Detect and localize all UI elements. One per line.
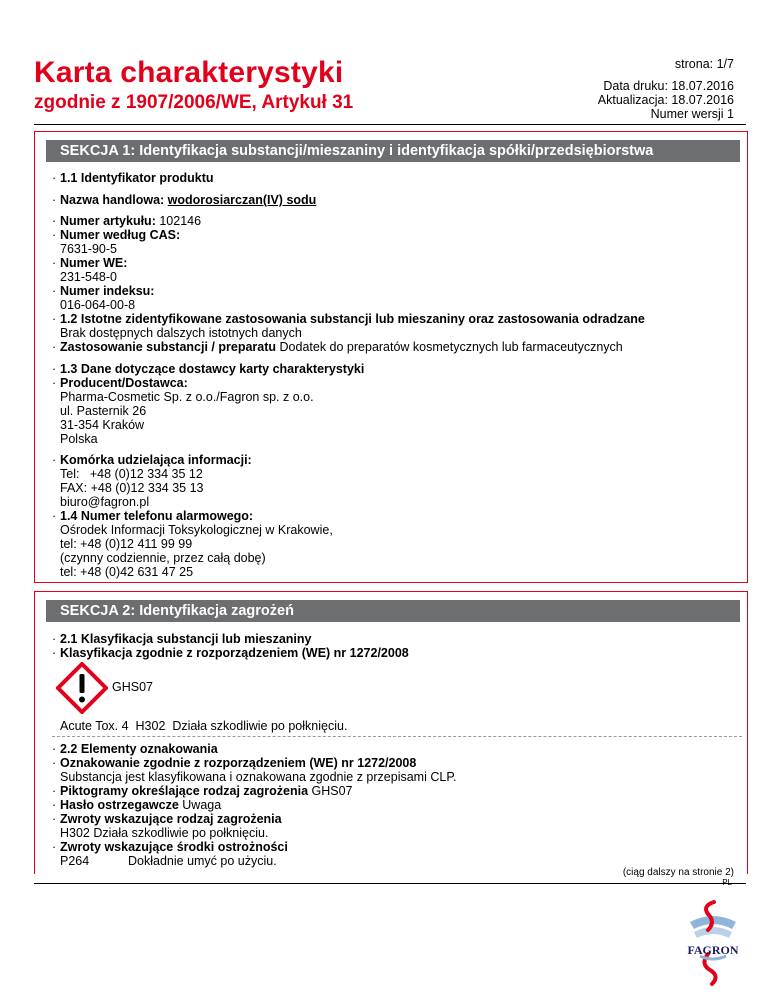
s2-precaution-label: · Zwroty wskazujące środki ostrożności [52, 840, 288, 854]
s1-product-identifier: · 1.1 Identyfikator produktu [52, 171, 214, 185]
s2-acute-tox: Acute Tox. 4 H302 Działa szkodliwie po połknięciu. [60, 719, 348, 733]
s2-hazard-value: H302 Działa szkodliwie po połknięciu. [60, 826, 269, 840]
s1-index-label: · Numer indeksu: [52, 284, 155, 298]
footer-divider [34, 883, 746, 884]
s2-label-elements: · 2.2 Elementy oznakowania [52, 742, 218, 756]
language-code: PL [722, 878, 732, 887]
header-divider [34, 124, 746, 125]
page-number: strona: 1/7 [674, 57, 734, 71]
s2-ghs-code: GHS07 [112, 680, 153, 694]
s1-trade-name: · Nazwa handlowa: wodorosiarczan(IV) sodu [52, 193, 317, 207]
s1-info-label: · Komórka udzielająca informacji: [52, 453, 252, 467]
s1-application: · Zastosowanie substancji / preparatu Dodatek do preparatów kosmetycznych lub farmaceutycznych [52, 340, 623, 354]
s1-emergency-center: Ośrodek Informacji Toksykologicznej w Krakowie, [60, 523, 333, 537]
print-date: Data druku: 18.07.2016 [603, 79, 734, 93]
s1-producer-label: · Producent/Dostawca: [52, 376, 188, 390]
s2-precaution-code: P264 [60, 854, 90, 868]
s1-article-number: · Numer artykułu: 102146 [52, 214, 202, 228]
s2-labelling-label: · Oznakowanie zgodnie z rozporządzeniem (WE) nr 1272/2008 [52, 756, 417, 770]
section-2-heading: SEKCJA 2: Identyfikacja zagrożeń [46, 600, 740, 622]
s1-cas-label: · Numer według CAS: [52, 228, 181, 242]
s1-info-tel: Tel: +48 (0)12 334 35 12 [60, 467, 203, 481]
s2-classification-label: · Klasyfikacja zgodnie z rozporządzeniem (WE) nr 1272/2008 [52, 646, 409, 660]
s1-we-value: 231-548-0 [60, 270, 117, 284]
s2-hazard-label: · Zwroty wskazujące rodzaj zagrożenia [52, 812, 282, 826]
s1-emergency-tel2: tel: +48 (0)42 631 47 25 [60, 565, 194, 579]
ghs07-exclamation-icon [56, 662, 108, 714]
update-date: Aktualizacja: 18.07.2016 [597, 93, 734, 107]
s1-we-label: · Numer WE: [52, 256, 128, 270]
s1-producer-street: ul. Pasternik 26 [60, 404, 147, 418]
s2-precaution-text: Dokładnie umyć po użyciu. [128, 854, 277, 868]
document-subtitle: zgodnie z 1907/2006/WE, Artykuł 31 [34, 92, 354, 113]
s1-uses-label: · 1.2 Istotne zidentyfikowane zastosowania substancji lub mieszaniny oraz zastosowania odradzane [52, 312, 645, 326]
version-number: Numer wersji 1 [650, 107, 734, 121]
s1-emergency-label: · 1.4 Numer telefonu alarmowego: [52, 509, 254, 523]
s1-producer-name: Pharma-Cosmetic Sp. z o.o./Fagron sp. z o.o. [60, 390, 314, 404]
document-title: Karta charakterystyki [34, 56, 344, 89]
s1-emergency-hours: (czynny codziennie, przez całą dobę) [60, 551, 266, 565]
s1-info-fax: FAX: +48 (0)12 334 35 13 [60, 481, 204, 495]
continued-note: (ciąg dalszy na stronie 2) [622, 867, 734, 878]
fagron-logo-text: FAGRON [687, 943, 739, 957]
s1-cas-value: 7631-90-5 [60, 242, 117, 256]
s1-uses-value: Brak dostępnych dalszych istotnych danych [60, 326, 302, 340]
fagron-logo-icon [672, 896, 754, 988]
s1-producer-city: 31-354 Kraków [60, 418, 145, 432]
s2-labelling-value: Substancja jest klasyfikowana i oznakowana zgodnie z przepisami CLP. [60, 770, 457, 784]
s1-index-value: 016-064-00-8 [60, 298, 136, 312]
s1-info-email: biuro@fagron.pl [60, 495, 150, 509]
s1-producer-country: Polska [60, 432, 98, 446]
s2-signal-word: · Hasło ostrzegawcze Uwaga [52, 798, 222, 812]
section-1-heading: SEKCJA 1: Identyfikacja substancji/mieszaniny i identyfikacja spółki/przedsiębiorstwa [46, 140, 740, 162]
s1-supplier-details: · 1.3 Dane dotyczące dostawcy karty charakterystyki [52, 362, 365, 376]
s1-emergency-tel1: tel: +48 (0)12 411 99 99 [60, 537, 193, 551]
s2-pictograms: · Piktogramy określające rodzaj zagrożenia GHS07 [52, 784, 353, 798]
s2-classification-heading: · 2.1 Klasyfikacja substancji lub mieszaniny [52, 632, 312, 646]
dashed-divider [52, 736, 742, 737]
